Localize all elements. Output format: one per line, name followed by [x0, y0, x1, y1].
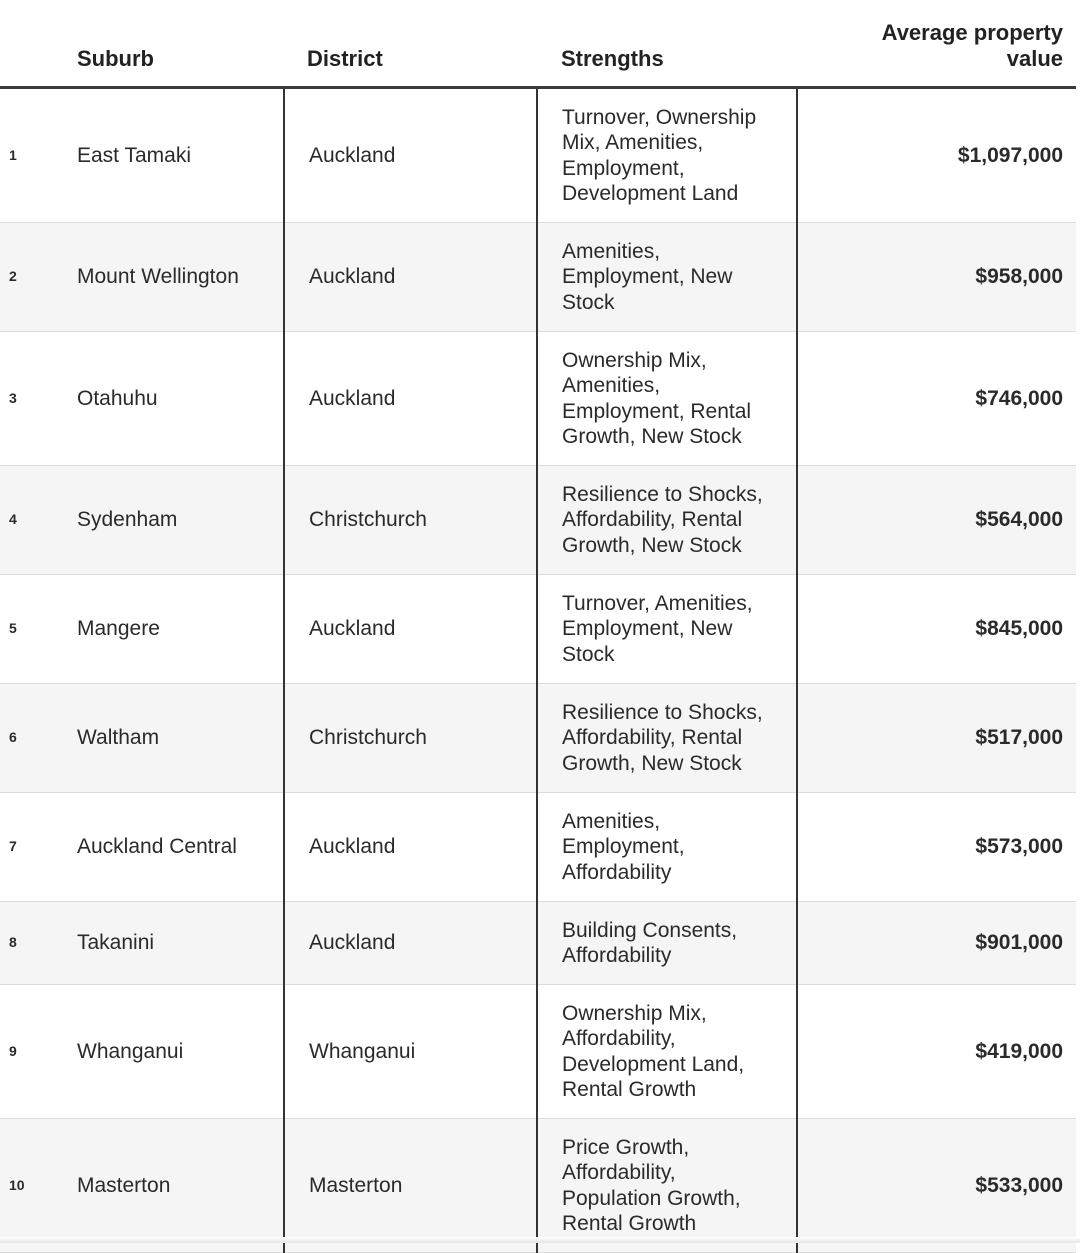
rank-cell: 10 [0, 1119, 62, 1253]
value-cell: $845,000 [797, 575, 1076, 684]
suburb-cell: Masterton [62, 1119, 284, 1253]
strengths-cell: Resilience to Shocks, Affordability, Rental Growth, New Stock [537, 466, 797, 575]
suburb-cell: Takanini [62, 902, 284, 985]
value-cell: $517,000 [797, 684, 1076, 793]
strengths-cell: Amenities, Employment, New Stock [537, 223, 797, 332]
suburb-cell: Mangere [62, 575, 284, 684]
rank-cell: 3 [0, 332, 62, 466]
bottom-edge-shadow [0, 1237, 1080, 1243]
value-cell: $564,000 [797, 466, 1076, 575]
district-cell: Whanganui [284, 985, 537, 1119]
suburb-cell: Auckland Central [62, 793, 284, 902]
table-header [0, 0, 1076, 88]
table-row [0, 332, 1076, 466]
suburb-cell: Mount Wellington [62, 223, 284, 332]
suburb-cell: Waltham [62, 684, 284, 793]
district-cell: Auckland [284, 902, 537, 985]
header-strengths[interactable]: Strengths [537, 0, 797, 88]
strengths-cell: Building Consents, Affordability [537, 902, 797, 985]
rank-cell: 7 [0, 793, 62, 902]
table-row [0, 902, 1076, 985]
rank-cell: 1 [0, 88, 62, 223]
suburb-cell: East Tamaki [62, 88, 284, 223]
table-row [0, 88, 1076, 223]
suburb-cell: Otahuhu [62, 332, 284, 466]
suburb-cell: Whanganui [62, 985, 284, 1119]
table-row [0, 985, 1076, 1119]
rank-cell: 5 [0, 575, 62, 684]
value-cell: $1,097,000 [797, 88, 1076, 223]
header-average-property-value[interactable] [797, 0, 1076, 88]
district-cell: Auckland [284, 332, 537, 466]
value-cell: $746,000 [797, 332, 1076, 466]
table-row [0, 1119, 1076, 1253]
strengths-cell: Ownership Mix, Amenities, Employment, Rental Growth, New Stock [537, 332, 797, 466]
district-cell: Auckland [284, 88, 537, 223]
strengths-cell: Turnover, Amenities, Employment, New Stock [537, 575, 797, 684]
header-value-line-1: Average property [881, 20, 1063, 45]
value-cell: $958,000 [797, 223, 1076, 332]
rank-cell: 4 [0, 466, 62, 575]
value-cell: $901,000 [797, 902, 1076, 985]
district-cell: Auckland [284, 223, 537, 332]
rank-cell: 8 [0, 902, 62, 985]
header-value-line-2: value [1006, 46, 1063, 71]
header-district[interactable]: District [284, 0, 537, 88]
table-row [0, 575, 1076, 684]
strengths-cell: Resilience to Shocks, Affordability, Rental Growth, New Stock [537, 684, 797, 793]
rank-cell: 2 [0, 223, 62, 332]
value-cell: $573,000 [797, 793, 1076, 902]
suburb-cell: Sydenham [62, 466, 284, 575]
strengths-cell: Amenities, Employment, Affordability [537, 793, 797, 902]
header-row [0, 0, 1076, 88]
rank-cell: 9 [0, 985, 62, 1119]
table-body [0, 88, 1076, 1253]
strengths-cell: Turnover, Ownership Mix, Amenities, Employment, Development Land [537, 88, 797, 223]
table-row [0, 223, 1076, 332]
district-cell: Christchurch [284, 684, 537, 793]
district-cell: Auckland [284, 575, 537, 684]
header-suburb[interactable]: Suburb [62, 0, 284, 88]
rank-cell: 6 [0, 684, 62, 793]
strengths-cell: Price Growth, Affordability, Population Growth, Rental Growth [537, 1119, 797, 1253]
district-cell: Auckland [284, 793, 537, 902]
value-cell: $419,000 [797, 985, 1076, 1119]
header-rank[interactable] [0, 0, 62, 88]
table-row [0, 793, 1076, 902]
strengths-cell: Ownership Mix, Affordability, Development Land, Rental Growth [537, 985, 797, 1119]
value-cell: $533,000 [797, 1119, 1076, 1253]
table-row [0, 466, 1076, 575]
district-cell: Masterton [284, 1119, 537, 1253]
table-row [0, 684, 1076, 793]
district-cell: Christchurch [284, 466, 537, 575]
